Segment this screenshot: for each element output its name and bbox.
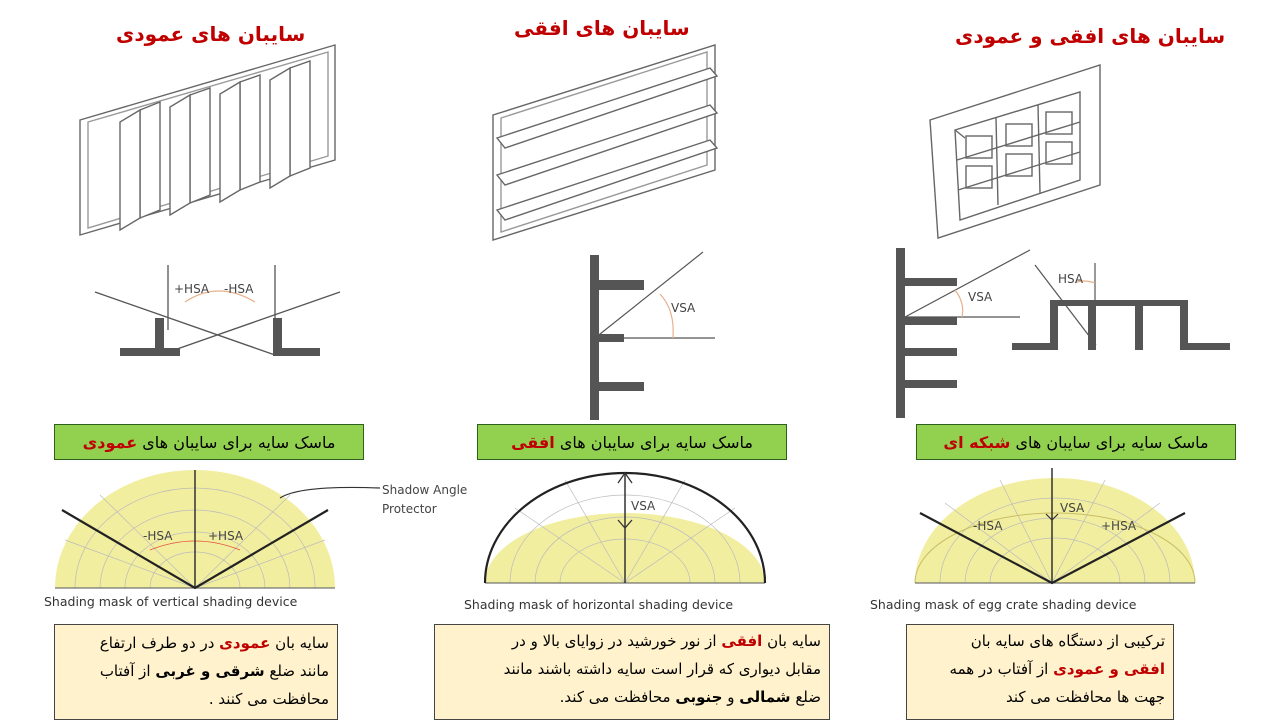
horizontal-mask-label: ماسک سایه برای سایبان های افقی [477, 424, 787, 460]
horizontal-shading-mask [475, 468, 775, 588]
eggcrate-grid-illustration [920, 60, 1110, 245]
mask-vsa-label: VSA [631, 499, 656, 513]
eggcrate-mask-minus-hsa-label: -HSA [973, 519, 1003, 533]
vertical-hsa-plan-diagram [90, 260, 350, 370]
horizontal-mask-caption: Shading mask of horizontal shading device [464, 597, 734, 612]
horizontal-description: سایه بان افقی از نور خورشید در زوایای بالا و در مقابل دیواری که قرار است سایه داشته باشند مانند ضلع شمالی و جنوبی محافظت می کند. [434, 624, 830, 720]
eggcrate-mask-vsa-label: VSA [1060, 501, 1085, 515]
eggcrate-mask-plus-hsa-label: +HSA [1101, 519, 1137, 533]
eggcrate-vsa-label: VSA [968, 290, 993, 304]
eggcrate-hsa-label: HSA [1058, 272, 1084, 286]
minus-hsa-label: -HSA [224, 282, 254, 296]
eggcrate-vsa-hsa-diagram [890, 245, 1240, 425]
eggcrate-description: ترکیبی از دستگاه های سایه بان افقی و عمودی از آفتاب در همه جهت ها محافظت می کند [906, 624, 1174, 720]
plus-hsa-label: +HSA [174, 282, 210, 296]
protector-label-line1: Shadow Angle [382, 483, 468, 497]
vertical-mask-caption: Shading mask of vertical shading device [44, 594, 298, 609]
vertical-description: سایه بان عمودی در دو طرف ارتفاع مانند ضلع شرقی و غربی از آفتاب محافظت می کنند . [54, 624, 338, 720]
eggcrate-mask-caption: Shading mask of egg crate shading device [870, 597, 1137, 612]
horizontal-title: سایبان های افقی [514, 16, 690, 40]
vertical-mask-label: ماسک سایه برای سایبان های عمودی [54, 424, 364, 460]
eggcrate-title: سایبان های افقی و عمودی [955, 24, 1226, 48]
vertical-fins-illustration [60, 40, 360, 250]
eggcrate-shading-mask [905, 468, 1205, 588]
vertical-title: سایبان های عمودی [116, 22, 306, 46]
mask-plus-hsa-label: +HSA [208, 529, 244, 543]
protector-label-line2: Protector [382, 502, 437, 516]
mask-minus-hsa-label: -HSA [143, 529, 173, 543]
horizontal-vsa-section-diagram [585, 250, 725, 425]
eggcrate-mask-label: ماسک سایه برای سایبان های شبکه ای [916, 424, 1236, 460]
horizontal-louvers-illustration [485, 40, 725, 245]
vertical-shading-mask [40, 470, 510, 595]
vsa-label: VSA [671, 301, 696, 315]
